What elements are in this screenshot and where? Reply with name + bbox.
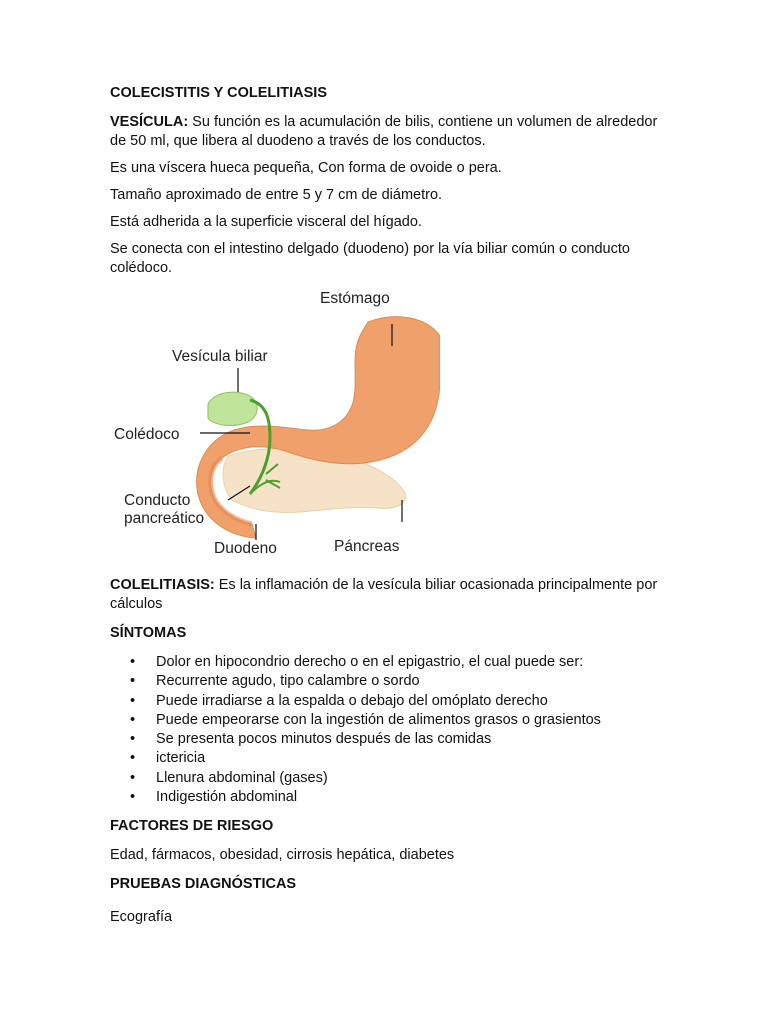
label-vesicula-biliar: Vesícula biliar xyxy=(172,348,268,365)
bullet-icon: • xyxy=(130,692,136,709)
sintomas-heading: SÍNTOMAS xyxy=(110,625,187,641)
gallbladder-shape xyxy=(208,392,257,425)
bullet-icon: • xyxy=(130,750,136,767)
bullet-icon: • xyxy=(130,731,136,748)
fact-adhesion: Está adherida a la superficie visceral del hígado. xyxy=(110,214,422,230)
vesicula-text: Su función es la acumulación de bilis, contiene un volumen de alrededor de 50 ml, que libera al duodeno a través de los conductos. xyxy=(110,114,658,149)
label-duodeno: Duodeno xyxy=(214,540,277,557)
fact-connection: Se conecta con el intestino delgado (duodeno) por la vía biliar común o conducto colédoco. xyxy=(110,241,630,276)
bullet-icon: • xyxy=(130,654,136,670)
label-conducto-line1: Conducto xyxy=(124,492,191,509)
symptom-list xyxy=(110,653,670,807)
pruebas-heading: PRUEBAS DIAGNÓSTICAS xyxy=(110,876,297,893)
document-title: COLECISTITIS Y COLELITIASIS xyxy=(110,85,327,101)
vesicula-term: VESÍCULA: xyxy=(110,114,189,130)
bullet-icon: • xyxy=(130,769,136,786)
list-item: • Dolor en hipocondrio derecho o en el epigastrio, el cual puede ser: xyxy=(110,653,670,672)
bullet-icon: • xyxy=(130,711,136,728)
fact-size: Tamaño aproximado de entre 5 y 7 cm de diámetro. xyxy=(110,187,443,203)
label-conducto-line2: pancreático xyxy=(124,510,205,527)
factores-text: Edad, fármacos, obesidad, cirrosis hepática, diabetes xyxy=(110,847,455,864)
list-item: • Puede empeorarse con la ingestión de alimentos grasos o grasientos xyxy=(110,711,670,730)
colelitiasis-paragraph xyxy=(110,576,670,614)
list-item: • Se presenta pocos minutos después de las comidas xyxy=(110,730,670,749)
list-item: • ictericia xyxy=(110,749,670,768)
label-coledoco: Colédoco xyxy=(114,426,180,443)
list-item: • Indigestión abdominal xyxy=(110,788,670,807)
list-item: • Llenura abdominal (gases) xyxy=(110,769,670,788)
bullet-icon: • xyxy=(130,673,136,690)
label-estomago: Estómago xyxy=(320,290,390,307)
pruebas-text: Ecografía xyxy=(110,909,173,926)
list-item: • Puede irradiarse a la espalda o debajo del omóplato derecho xyxy=(110,692,670,711)
colelitiasis-text: Es la inflamación de la vesícula biliar ocasionada principalmente por cálculos xyxy=(110,577,658,612)
document-page xyxy=(110,84,670,927)
label-pancreas: Páncreas xyxy=(334,538,400,555)
anatomy-figure xyxy=(110,288,440,566)
bullet-icon: • xyxy=(130,789,136,806)
list-item: • Recurrente agudo, tipo calambre o sordo xyxy=(110,672,670,691)
fact-shape: Es una víscera hueca pequeña, Con forma de ovoide o pera. xyxy=(110,160,502,176)
factores-heading: FACTORES DE RIESGO xyxy=(110,818,274,835)
vesicula-paragraph xyxy=(110,113,670,151)
colelitiasis-term: COLELITIASIS: xyxy=(110,577,215,593)
